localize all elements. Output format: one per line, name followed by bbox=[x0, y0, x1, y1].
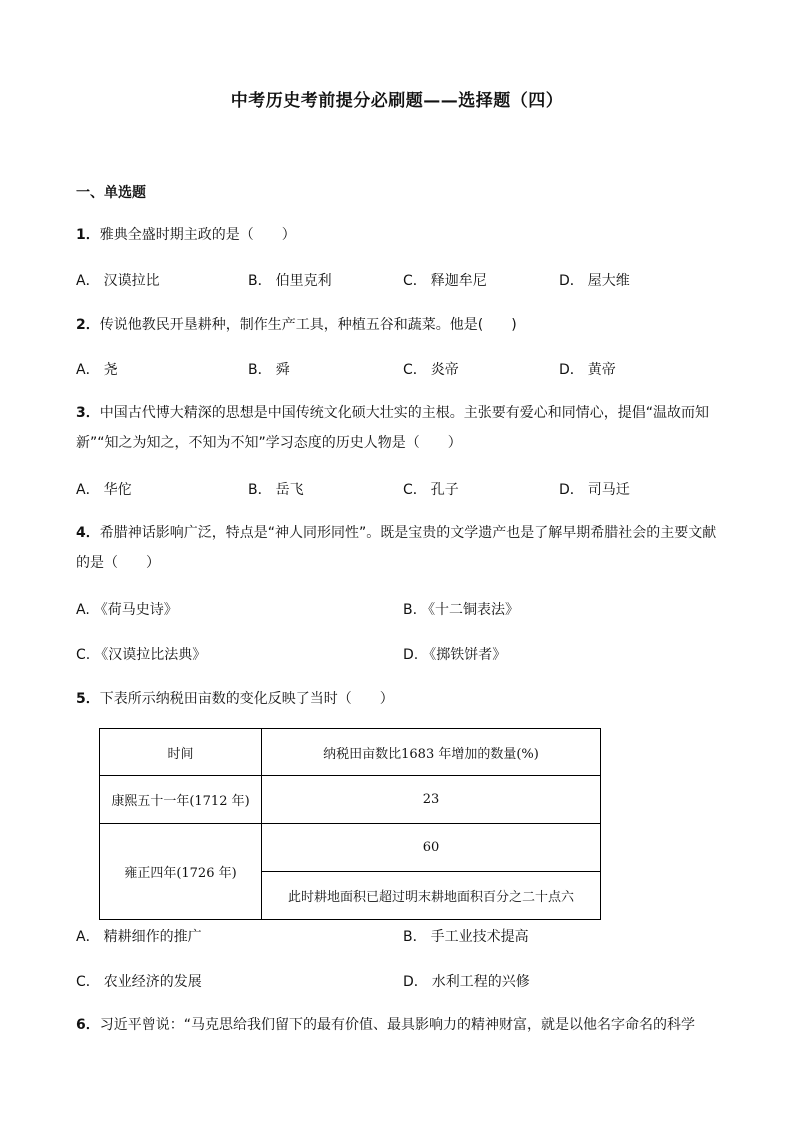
option-c[interactable]: C． 炎帝 bbox=[403, 362, 459, 378]
question-2-options bbox=[76, 359, 726, 383]
question-5 bbox=[76, 684, 726, 714]
question-text: 中国古代博大精深的思想是中国传统文化硕大壮实的主根。主张要有爱心和同情心，提倡“温故而知新”“知之为知之，不知为不知”学习态度的历史人物是（ ） bbox=[76, 405, 710, 451]
option-a[interactable]: A． 华佗 bbox=[76, 482, 132, 498]
table-header-cell: 时间 bbox=[100, 729, 262, 776]
question-text: 下表所示纳税田亩数的变化反映了当时（ ） bbox=[99, 691, 394, 707]
data-table bbox=[99, 728, 601, 920]
option-d[interactable]: D． 屋大维 bbox=[559, 273, 630, 289]
option-d[interactable]: D． 黄帝 bbox=[559, 362, 616, 378]
option-c[interactable]: C． 释迦牟尼 bbox=[403, 273, 487, 289]
option-a[interactable]: A． 汉谟拉比 bbox=[76, 273, 160, 289]
question-text: 传说他教民开垦耕种，制作生产工具，种植五谷和蔬菜。他是( ) bbox=[99, 317, 517, 333]
question-2 bbox=[76, 310, 726, 340]
table-cell: 康熙五十一年(1712 年) bbox=[100, 776, 262, 824]
question-text: 希腊神话影响广泛，特点是“神人同形同性”。既是宝贵的文学遗产也是了解早期希腊社会的主要文献的是（ ） bbox=[76, 525, 717, 571]
option-a[interactable]: A． 精耕细作的推广 bbox=[76, 929, 202, 945]
option-c[interactable]: C． 农业经济的发展 bbox=[76, 974, 202, 990]
question-number: 6． bbox=[76, 1017, 100, 1033]
question-5-options-row1 bbox=[76, 926, 726, 950]
option-b[interactable]: B． 舜 bbox=[248, 362, 290, 378]
option-b[interactable]: B． 伯里克利 bbox=[248, 273, 332, 289]
question-4 bbox=[76, 518, 726, 578]
question-text: 习近平曾说：“马克思给我们留下的最有价值、最具影响力的精神财富，就是以他名字命名的科学 bbox=[99, 1017, 696, 1033]
page-title: 中考历史考前提分必刷题——选择题（四） bbox=[230, 91, 564, 111]
option-b[interactable]: B. 《十二铜表法》 bbox=[403, 602, 520, 618]
question-1 bbox=[76, 220, 726, 250]
table-row bbox=[100, 824, 601, 872]
table-cell: 雍正四年(1726 年) bbox=[100, 824, 262, 920]
option-a[interactable]: A. 《荷马史诗》 bbox=[76, 602, 178, 618]
table-cell: 23 bbox=[262, 776, 601, 824]
question-number: 5． bbox=[76, 691, 100, 707]
question-number: 1． bbox=[76, 227, 100, 243]
option-c[interactable]: C. 《汉谟拉比法典》 bbox=[76, 647, 207, 663]
option-d[interactable]: D． 水利工程的兴修 bbox=[403, 974, 530, 990]
option-c[interactable]: C． 孔子 bbox=[403, 482, 459, 498]
question-4-options-row1 bbox=[76, 599, 726, 623]
question-number: 3． bbox=[76, 405, 100, 421]
table-cell: 60 bbox=[262, 824, 601, 872]
question-6 bbox=[76, 1010, 726, 1040]
question-5-options-row2 bbox=[76, 971, 726, 995]
table-cell: 此时耕地面积已超过明末耕地面积百分之二十点六 bbox=[262, 872, 601, 920]
section-heading: 一、单选题 bbox=[76, 185, 146, 201]
table-header-row bbox=[100, 729, 601, 776]
question-text: 雅典全盛时期主政的是（ ） bbox=[99, 227, 296, 243]
option-d[interactable]: D． 司马迁 bbox=[559, 482, 630, 498]
option-b[interactable]: B． 手工业技术提高 bbox=[403, 929, 529, 945]
table-row bbox=[100, 776, 601, 824]
question-number: 2． bbox=[76, 317, 100, 333]
question-3-options bbox=[76, 479, 726, 503]
option-a[interactable]: A． 尧 bbox=[76, 362, 118, 378]
option-d[interactable]: D. 《掷铁饼者》 bbox=[403, 647, 507, 663]
table-header-cell: 纳税田亩数比1683 年增加的数量(%) bbox=[262, 729, 601, 776]
question-4-options-row2 bbox=[76, 644, 726, 668]
question-3 bbox=[76, 398, 726, 458]
option-b[interactable]: B． 岳飞 bbox=[248, 482, 304, 498]
question-number: 4． bbox=[76, 525, 100, 541]
question-1-options bbox=[76, 270, 726, 294]
